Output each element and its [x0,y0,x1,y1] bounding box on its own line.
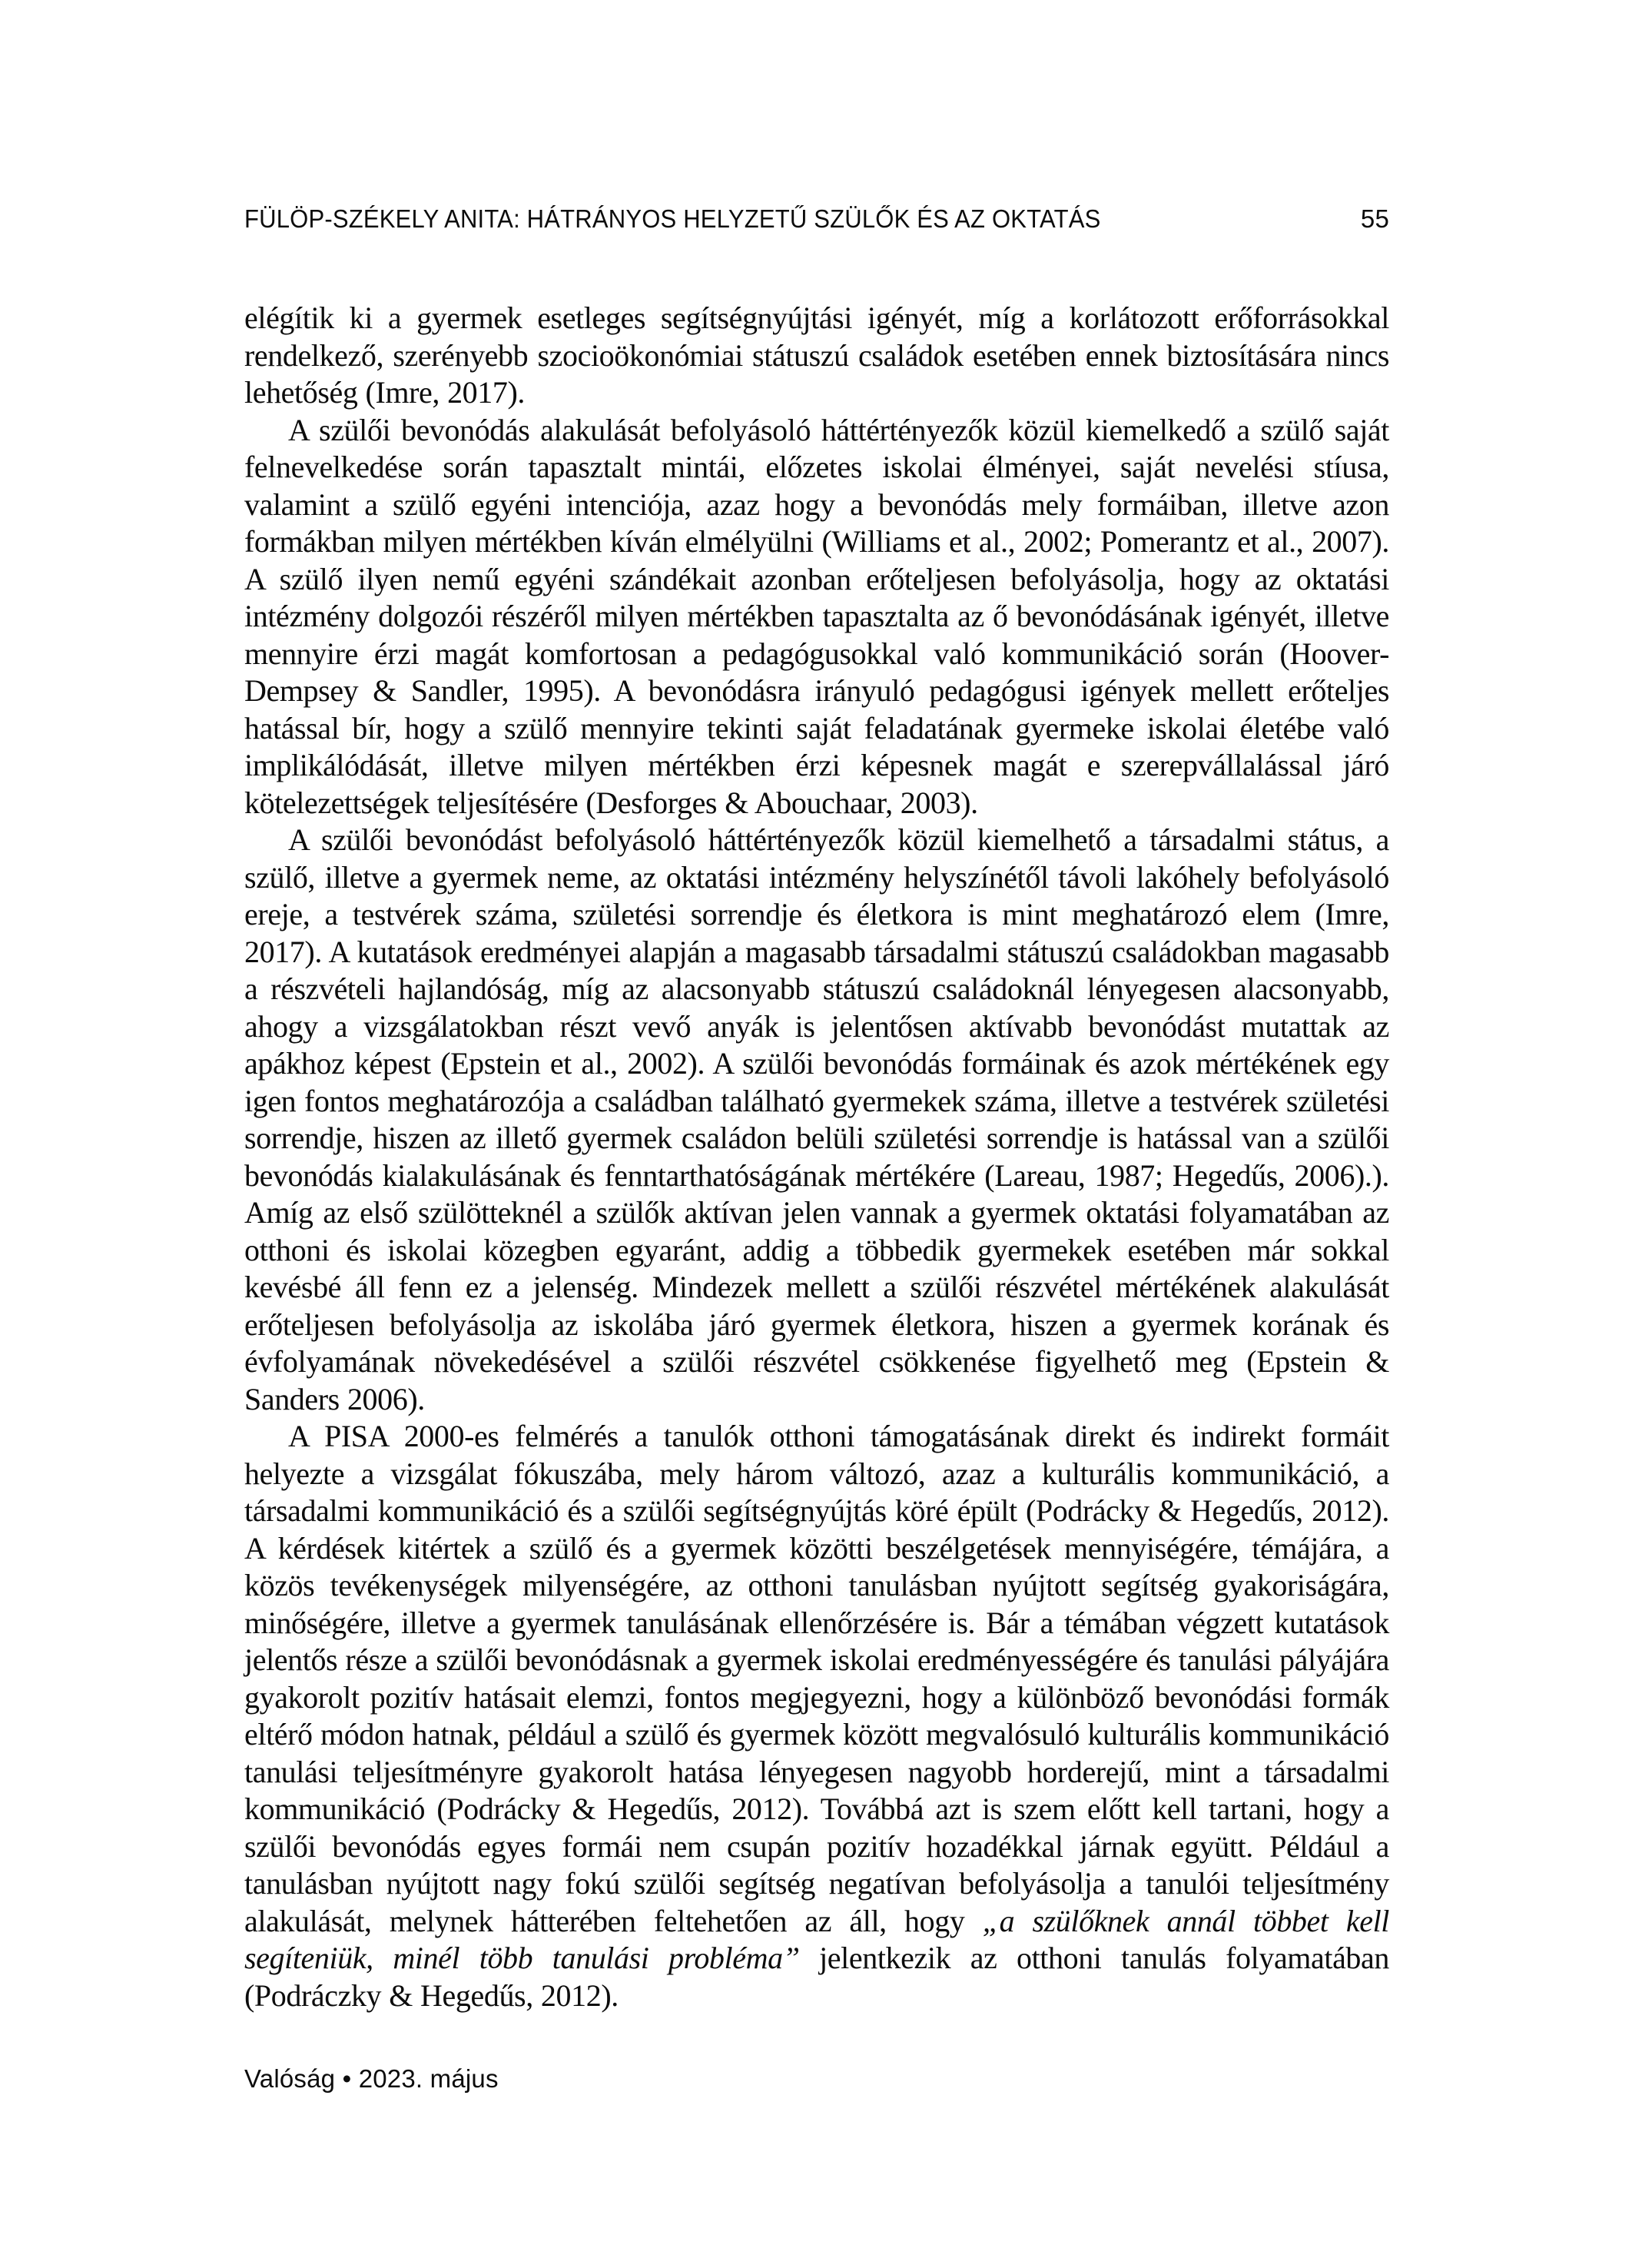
paragraph: A szülői bevonódás alakulását befolyásoló háttértényezők közül kiemelkedő a szülő saját felnevelkedése során tapasztalt mintái, előzetes iskolai élményei, saját nevelési stíusa, valamint a szülő egyéni intenciója, azaz hogy a bevonódás mely formáiban, illetve azon formákban milyen mértékben kíván elmélyülni (Williams et al., 2002; Pomerantz et al., 2007). A szülő ilyen nemű egyéni szándékait azonban erőteljesen befolyásolja, hogy az oktatási intézmény dolgozói részéről milyen mértékben tapasztalta az ő bevonódásának igényét, illetve mennyire érzi magát komfortosan a pedagógusokkal való kommunikáció során (Hoover-Dempsey & Sandler, 1995). A bevonódásra irányuló pedagógusi igények mellett erőteljes hatással bír, hogy a szülő mennyire tekinti saját feladatának gyermeke iskolai életébe való implikálódását, illetve milyen mértékben érzi képesnek magát e szerepvállalással járó kötelezettségek teljesítésére (Desforges & Abouchaar, 2003). [244,412,1389,820]
journal-footer-text: Valóság • 2023. május [244,2064,499,2093]
paragraph: A szülői bevonódást befolyásoló háttértényezők közül kiemelhető a társadalmi státus, a szülő, illetve a gyermek neme, az oktatási intézmény helyszínétől távoli lakóhely befolyásoló ereje, a testvérek száma, születési sorrendje és életkora is mint meghatározó elem (Imre, 2017). A kutatások eredményei alapján a magasabb társadalmi státuszú családokban magasabb a részvételi hajlandóság, míg az alacsonyabb státuszú családoknál lényegesen alacsonyabb, ahogy a vizsgálatokban részt vevő anyák is jelentősen aktívabb bevonódást mutattak az apákhoz képest (Epstein et al., 2002). A szülői bevonódás formáinak és azok mértékének egy igen fontos meghatározója a családban található gyermekek száma, illetve a testvérek születési sorrendje, hiszen az illető gyermek családon belüli születési sorrendje is hatással van a szülői bevonódás kialakulásának és fenntarthatóságának mértékére (Lareau, 1987; Hegedűs, 2006).). Amíg az első szülötteknél a szülők aktívan jelen vannak a gyermek oktatási folyamatában az otthoni és iskolai közegben egyaránt, addig a többedik gyermekek esetében már sokkal kevésbé áll fenn ez a jelenség. Mindezek mellett a szülői részvétel mértékének alakulását erőteljesen befolyásolja az iskolába járó gyermek életkora, hiszen a gyermek korának és évfolyamának növekedésével a szülői részvétel csökkenése figyelhető meg (Epstein & Sanders 2006). [244,822,1389,1416]
page-footer [244,2064,499,2094]
quoted-italic-text: „a szülőknek annál többet kell segíteniük, minél több tanulási probléma” [244,1903,1389,1975]
page-number: 55 [1360,204,1389,233]
paragraph [244,1418,1389,2014]
running-header [244,204,1389,234]
paragraph-text: A PISA 2000-es felmérés a tanulók otthoni támogatásának direkt és indirekt formáit helyezte a vizsgálat fókuszába, mely három változó, azaz a kulturális kommunikáció, a társadalmi kommunikáció és a szülői segítségnyújtás köré épült (Podrácky & Hegedűs, 2012). A kérdések kitértek a szülő és a gyermek közötti beszélgetések mennyiségére, témájára, a közös tevékenységek milyenségére, az otthoni tanulásban nyújtott segítség gyakoriságára, minőségére, illetve a gyermek tanulásának ellenőrzésére is. Bár a témában végzett kutatások jelentős része a szülői bevonódásnak a gyermek iskolai eredményességére és tanulási pályájára gyakorolt pozitív hatásait elemzi, fontos megjegyezni, hogy a különböző bevonódási formák eltérő módon hatnak, például a szülő és gyermek között megvalósuló kulturális kommunikáció tanulási teljesítményre gyakorolt hatása lényegesen nagyobb horderejű, mint a társadalmi kommunikáció (Podrácky & Hegedűs, 2012). Továbbá azt is szem előtt kell tartani, hogy a szülői bevonódás egyes formái nem csupán pozitív hozadékkal járnak együtt. Például a tanulásban nyújtott nagy fokú szülői segítség negatívan befolyásolja a tanulói teljesítmény alakulását, melynek hátterében feltehetően az áll, hogy [244,1419,1389,1938]
paragraph-text: jelentkezik az otthoni tanulás folyamatában (Podráczky & Hegedűs, 2012). [244,1941,1389,2013]
paragraph: elégítik ki a gyermek esetleges segítségnyújtási igényét, míg a korlátozott erőforrásokkal rendelkező, szerényebb szocioökonómiai státuszú családok esetében ennek biztosítására nincs lehetőség (Imre, 2017). [244,301,1389,410]
running-header-title: FÜLÖP-SZÉKELY ANITA: HÁTRÁNYOS HELYZETŰ SZÜLŐK ÉS AZ OKTATÁS [244,204,1101,233]
article-body [244,300,1389,2014]
